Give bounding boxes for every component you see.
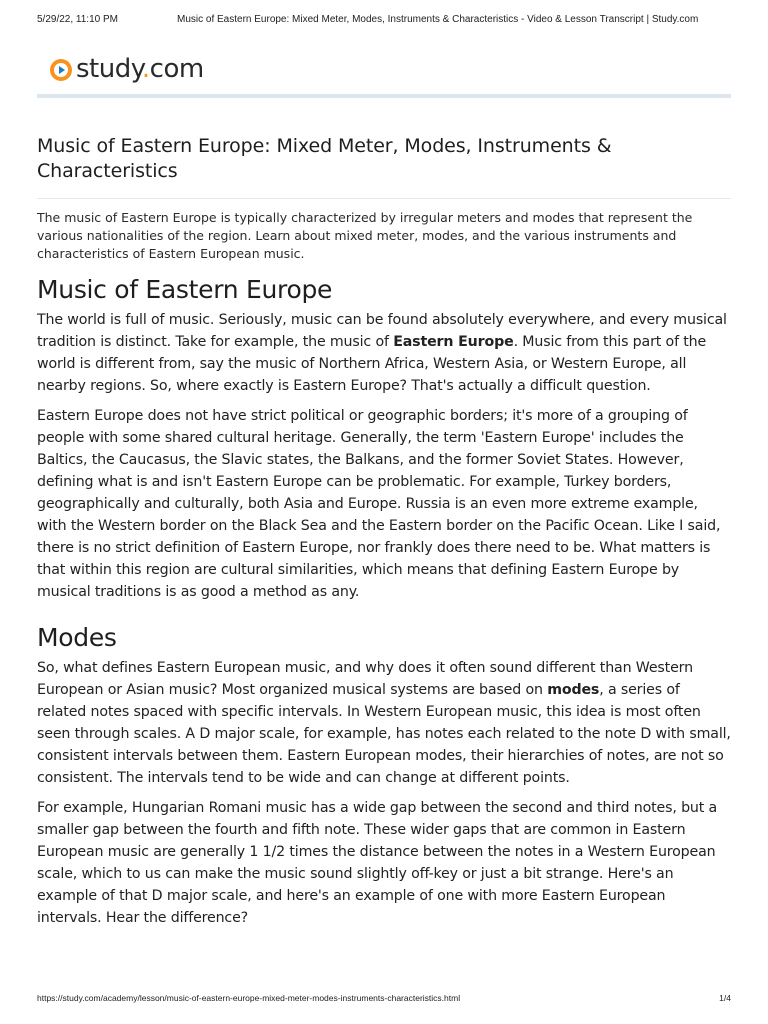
study-logo[interactable] [50, 52, 204, 86]
print-header [37, 14, 731, 30]
article-title: Music of Eastern Europe: Mixed Meter, Modes, Instruments & Characteristics [37, 135, 612, 182]
logo-text-dot: . [141, 54, 150, 84]
paragraph-text: The world is full of music. Seriously, music can be found absolutely everywhere, and every musical tradition is distinct. Take for example, the music of [37, 312, 727, 350]
section-heading-eastern-europe: Music of Eastern Europe [37, 275, 333, 304]
paragraph: Eastern Europe does not have strict political or geographic borders; it's more of a grouping of people with some shared cultural heritage. Generally, the term 'Eastern Europe' includes the Baltics, the Caucasus, the Slavic states, the Balkans, and the former Soviet States. However, defining what is and isn't Eastern Europe can be problematic. For example, Turkey borders, geographically and culturally, both Asia and Europe. Russia is an even more extreme example, with the Western border on the Black Sea and the Eastern border on the Pacific Ocean. Like I said, there is no strict definition of Eastern Europe, nor frankly does there need to be. What matters is that within this region are cultural similarities, which means that defining Eastern Europe by musical traditions is as good a method as any. [37, 408, 721, 600]
print-date: 5/29/22, 11:10 PM [37, 14, 118, 25]
print-page-title: Music of Eastern Europe: Mixed Meter, Modes, Instruments & Characteristics - Video & Lesson Transcript | Study.com [177, 14, 699, 25]
bold-term-eastern-europe: Eastern Europe [393, 334, 514, 350]
title-divider [37, 198, 731, 199]
paragraph-text: , a series of related notes spaced with specific intervals. In Western European music, this idea is most often seen through scales. A D major scale, for example, has notes each related to the note D with small, consistent intervals between them. Eastern European modes, their hierarchies of notes, are not so consistent. The intervals tend to be wide and can change at different points. [37, 682, 731, 786]
page-number: 1/4 [719, 993, 731, 1003]
logo-text-main: study [76, 54, 142, 84]
header-divider [37, 94, 731, 98]
article [37, 134, 731, 937]
paragraph [37, 309, 731, 397]
logo-wordmark [76, 54, 204, 84]
paragraph [37, 657, 731, 789]
print-url: https://study.com/academy/lesson/music-of-eastern-europe-mixed-meter-modes-instruments-characteristics.html [37, 993, 461, 1003]
section-heading-modes: Modes [37, 623, 117, 652]
article-summary: The music of Eastern Europe is typically characterized by irregular meters and modes that represent the various nationalities of the region. Learn about mixed meter, modes, and the various instruments and characteristics of Eastern European music. [37, 210, 693, 261]
paragraph-text: So, what defines Eastern European music, and why does it often sound different than Western European or Asian music? Most organized musical systems are based on [37, 660, 693, 698]
paragraph: For example, Hungarian Romani music has a wide gap between the second and third notes, but a smaller gap between the fourth and fifth note. These wider gaps that are common in Eastern European music are generally 1 1/2 times the distance between the notes in a Western European scale, which to us can make the music sound slightly off-key or just a bit strange. Here's an example of that D major scale, and here's an example of one with more Eastern European intervals. Hear the difference? [37, 800, 718, 926]
bold-term-modes: modes [547, 682, 600, 698]
logo-text-tld: com [149, 54, 204, 84]
play-circle-icon [50, 59, 72, 81]
paragraph-text: . Music from this part of the world is different from, say the music of Northern Africa, Western Asia, or Western Europe, all nearby regions. So, where exactly is Eastern Europe? That's actually a difficult question. [37, 334, 707, 394]
